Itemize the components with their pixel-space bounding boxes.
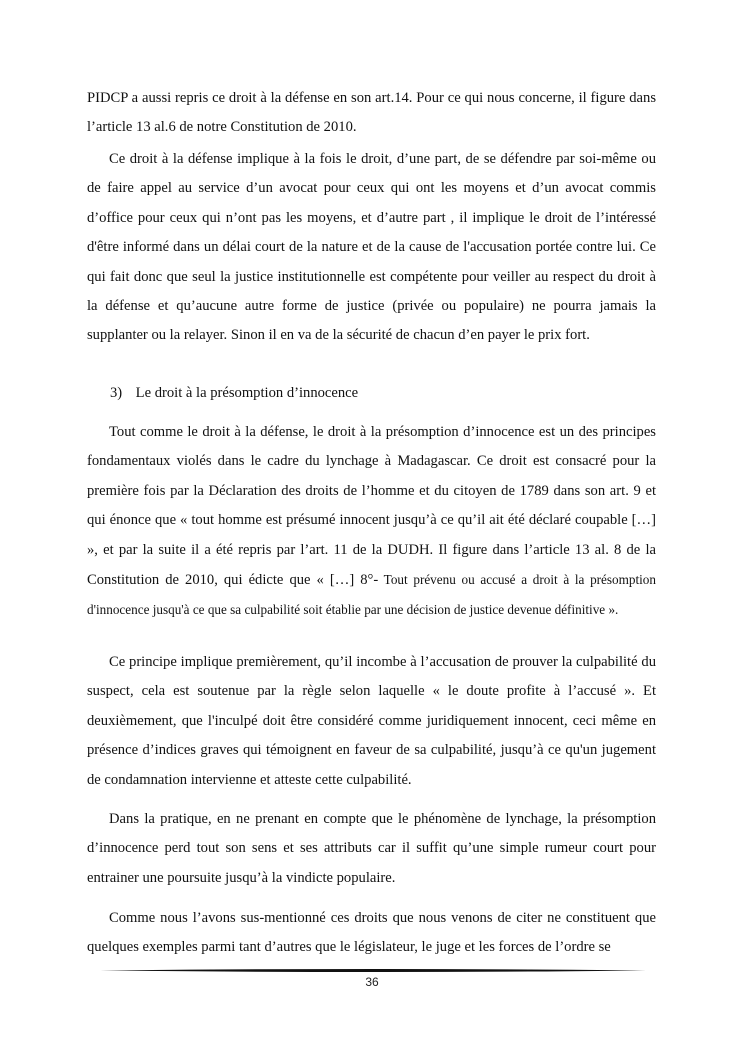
paragraph-text: Dans la pratique, en ne prenant en compte que le phénomène de lynchage, la présomption d’innocence perd tout son sens et ses attributs car il suffit qu’une simple rumeur court pour entrainer une poursuite jusqu’à la vindicte populaire. [87,811,656,886]
paragraph-text: Ce droit à la défense implique à la fois le droit, d’une part, de se défendre par soi-même ou de faire appel au service d’un avocat pour ceux qui ont les moyens et d’un avocat commis d’office pour ceux qui n’ont pas les moyens, et d’autre part , il implique le droit de l’intéressé d'être informé dans un délai court de la nature et de la cause de l'accusation portée contre lui. Ce qui fait donc que seul la justice institutionnelle est compétente pour veiller au respect du droit à la défense et qu’aucune autre forme de justice (privée ou populaire) ne pourra jamais la supplanter ou la relayer. Sinon il en va de la sécurité de chacun d’en payer le prix fort. [87,151,656,344]
paragraph-text: Ce principe implique premièrement, qu’il incombe à l’accusation de prouver la culpabilité du suspect, cela est soutenue par la règle selon laquelle « le doute profite à l’accusé ». Et deuxièmement, que l'inculpé doit être considéré comme juridiquement innocent, ceci même en présence d’indices graves qui témoignent en faveur de sa culpabilité, jusqu’à ce qu'un jugement de condamnation intervienne et atteste cette culpabilité. [87,654,656,788]
section-heading [110,382,358,404]
paragraph-conclusion [87,904,656,963]
paragraph-text: PIDCP a aussi repris ce droit à la défense en son art.14. Pour ce qui nous concerne, il figure dans l’article 13 al.6 de notre Constitution de 2010. [87,90,656,136]
paragraph-presomption [87,418,656,626]
heading-title: Le droit à la présomption d’innocence [135,385,359,401]
paragraph-pidcp [87,84,656,143]
heading-number: 3) [110,385,123,401]
paragraph-text: Comme nous l’avons sus-mentionné ces droits que nous venons de citer ne constituent que quelques exemples parmi tant d’autres que le législateur, le juge et les forces de l’ordre se [87,910,656,956]
paragraph-main-text: Tout comme le droit à la défense, le droit à la présomption d’innocence est un des principes fondamentaux violés dans le cadre du lynchage à Madagascar. Ce droit est consacré pour la première fois par la Déclaration des droits de l’homme et du citoyen de 1789 dans son art. 9 et qui énonce que « tout homme est présumé innocent jusqu’à ce qu’il ait été déclaré coupable […] », et par la suite il a été repris par l’art. 11 de la DUDH. Il figure dans l’article 13 al. 8 de la Constitution de 2010, qui édicte que « […] 8°- [87,424,656,589]
paragraph-text [87,418,656,626]
footer-rule [100,968,646,973]
page-number: 36 [365,975,379,989]
constitution-quote: Tout prévenu ou accusé a droit à la présomption d'innocence jusqu'à ce que sa culpabilité soit établie par une décision de justice devenue définitive ». [87,572,656,618]
paragraph-droit-defense [87,145,656,351]
paragraph-principe [87,648,656,795]
paragraph-pratique [87,805,656,893]
